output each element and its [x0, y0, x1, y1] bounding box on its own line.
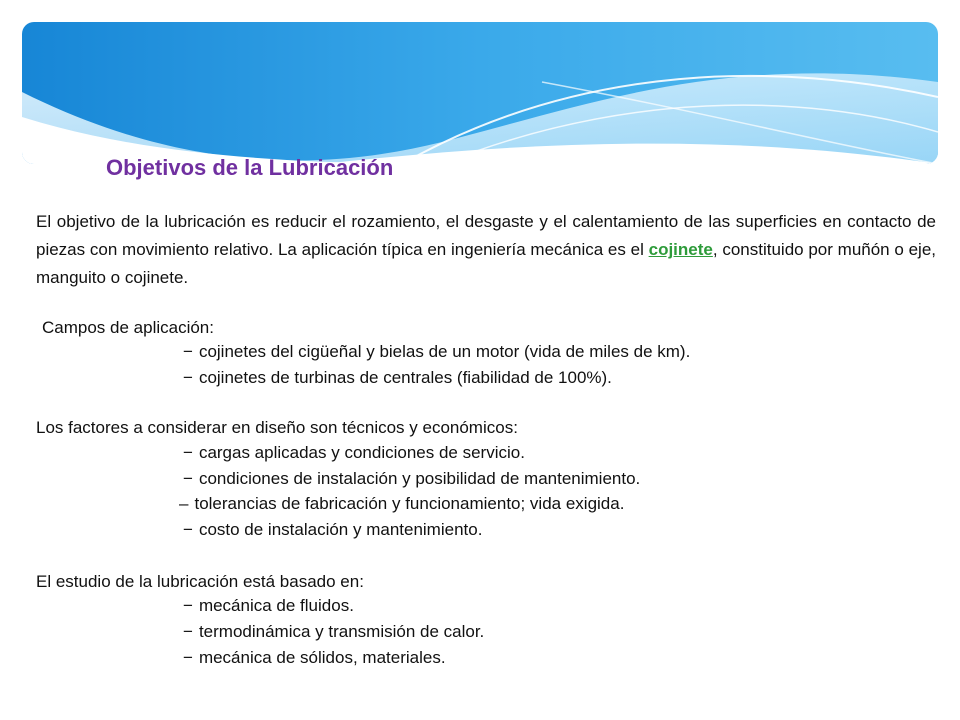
estudio-item: [183, 594, 354, 618]
estudio-item: [183, 620, 484, 644]
campos-item: [183, 366, 612, 390]
estudio-heading: El estudio de la lubricación está basado en:: [36, 572, 364, 591]
factores-item: [183, 467, 640, 491]
factores-item-text: costo de instalación y mantenimiento.: [198, 520, 483, 539]
bullet-dash: −: [183, 596, 193, 615]
estudio-item-text: termodinámica y transmisión de calor.: [198, 622, 485, 641]
estudio-item-text: mecánica de fluidos.: [198, 596, 354, 615]
intro-text-before: El objetivo de la lubricación es reducir el rozamiento, el desgaste y el calentamiento de las superficies en contacto de piezas con movimiento relativo. La aplicación típica en ingeniería mecánica es el: [36, 212, 936, 259]
bullet-dash: –: [179, 494, 189, 513]
estudio-item-text: mecánica de sólidos, materiales.: [198, 648, 446, 667]
estudio-item: [183, 646, 446, 670]
page-title: Objetivos de la Lubricación: [106, 155, 394, 180]
bullet-dash: −: [183, 648, 193, 667]
factores-item-text: tolerancias de fabricación y funcionamiento; vida exigida.: [194, 494, 625, 513]
bullet-dash: −: [183, 342, 193, 361]
factores-heading: Los factores a considerar en diseño son técnicos y económicos:: [36, 418, 518, 437]
factores-item: [183, 518, 482, 542]
intro-paragraph: [36, 208, 936, 292]
factores-item: [179, 492, 624, 516]
header-wave-banner: [22, 22, 938, 164]
bullet-dash: −: [183, 622, 193, 641]
bullet-dash: −: [183, 469, 193, 488]
factores-item-text: cargas aplicadas y condiciones de servicio.: [198, 443, 525, 462]
bullet-dash: −: [183, 443, 193, 462]
intro-text-after: , constituido por muñón o eje, manguito o cojinete.: [36, 240, 936, 287]
cojinete-link[interactable]: cojinete: [648, 240, 713, 259]
campos-heading: Campos de aplicación:: [42, 318, 214, 337]
campos-item-text: cojinetes de turbinas de centrales (fiabilidad de 100%).: [198, 368, 612, 387]
bullet-dash: −: [183, 368, 193, 387]
campos-item: [183, 340, 690, 364]
factores-item-text: condiciones de instalación y posibilidad de mantenimiento.: [198, 469, 641, 488]
campos-item-text: cojinetes del cigüeñal y bielas de un motor (vida de miles de km).: [198, 342, 691, 361]
factores-item: [183, 441, 525, 465]
bullet-dash: −: [183, 520, 193, 539]
